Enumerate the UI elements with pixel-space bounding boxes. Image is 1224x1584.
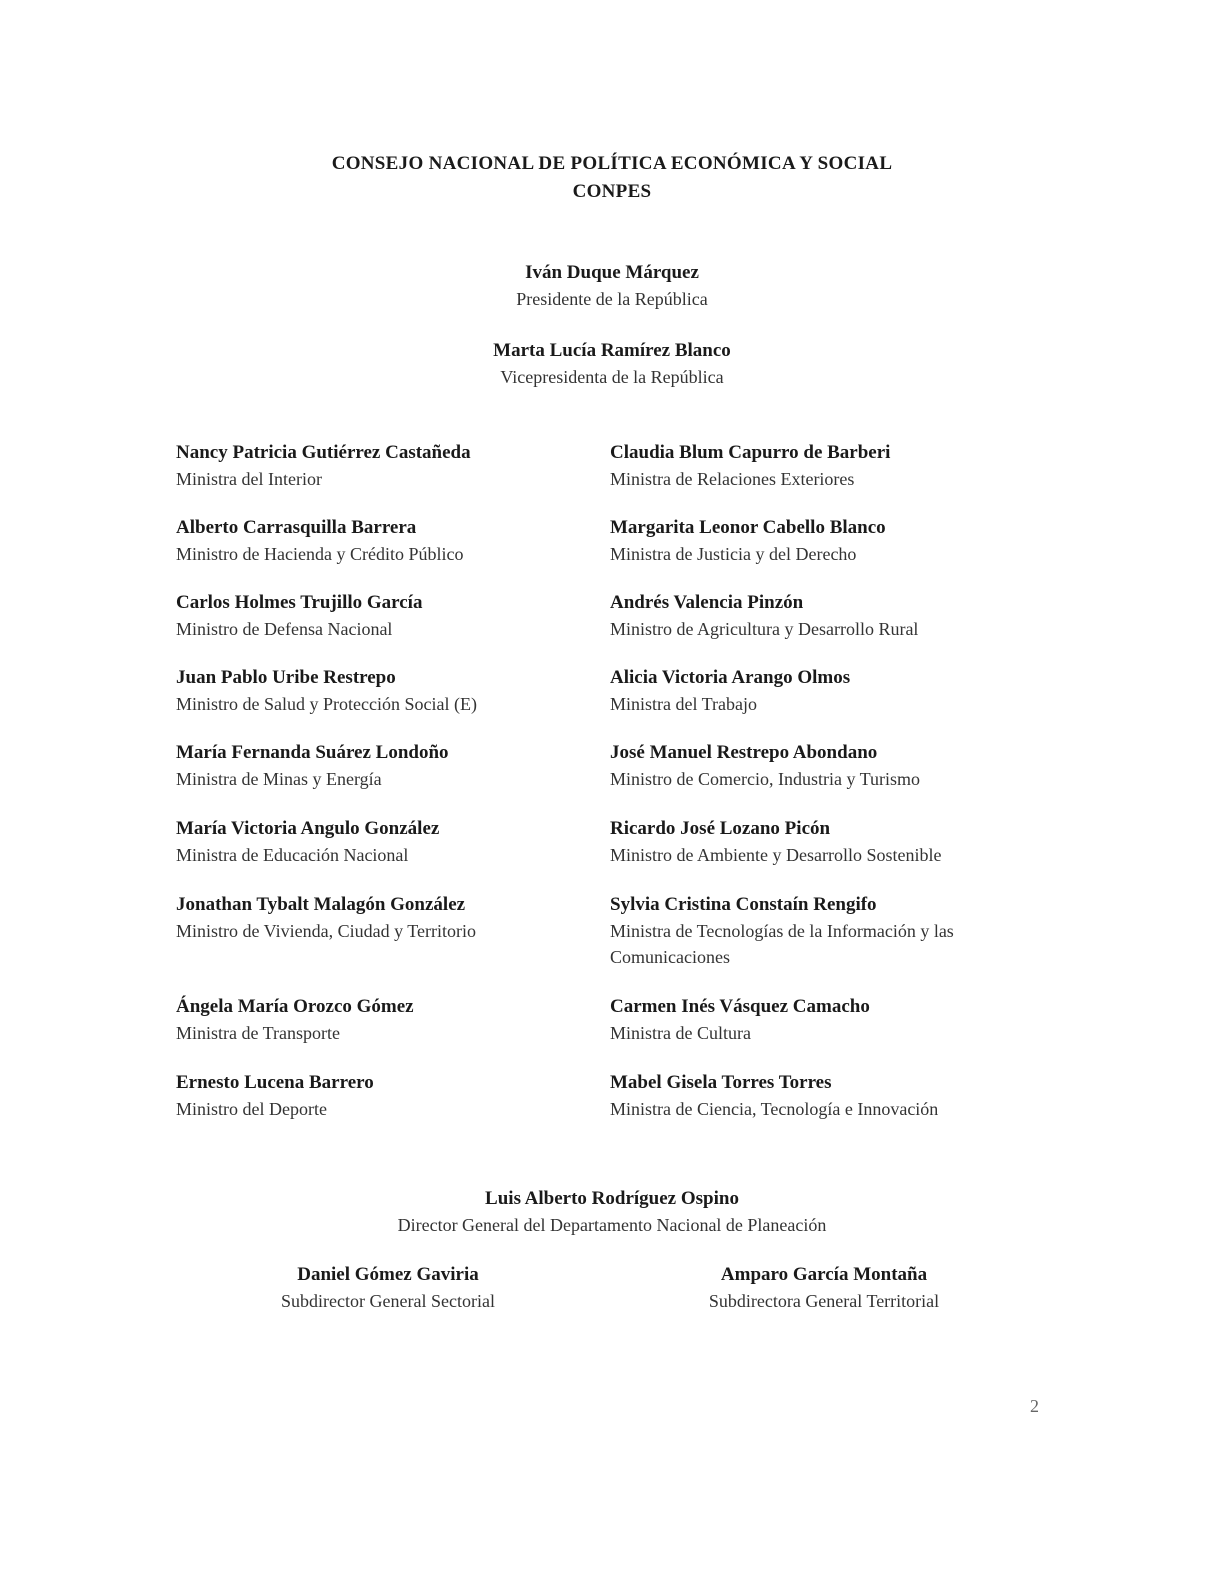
minister-role: Ministro de Defensa Nacional: [176, 619, 393, 639]
minister-entry: [610, 1070, 1050, 1122]
minister-entry: [610, 740, 1050, 792]
minister-role: Ministro de Agricultura y Desarrollo Rural: [610, 619, 919, 639]
official-role: Vicepresidenta de la República: [500, 367, 724, 387]
minister-entry: [610, 816, 1050, 868]
minister-entry: [176, 440, 616, 492]
minister-entry: [610, 440, 1050, 492]
minister-name: Ernesto Lucena Barrero: [176, 1072, 374, 1093]
minister-entry: [610, 994, 1050, 1046]
minister-role: Ministro de Ambiente y Desarrollo Sostenible: [610, 845, 942, 865]
official-name: Marta Lucía Ramírez Blanco: [493, 340, 731, 361]
minister-name: Sylvia Cristina Constaín Rengifo: [610, 894, 877, 915]
minister-role: Ministra de Cultura: [610, 1023, 751, 1043]
minister-name: María Fernanda Suárez Londoño: [176, 742, 449, 763]
minister-role: Ministra de Relaciones Exteriores: [610, 469, 855, 489]
subdirector-name: Amparo García Montaña: [720, 1264, 928, 1285]
minister-entry: [610, 892, 1050, 970]
minister-name: Carlos Holmes Trujillo García: [176, 592, 423, 613]
subdirector-role: Subdirectora General Territorial: [708, 1291, 940, 1311]
title-line-2: CONPES: [572, 181, 652, 202]
minister-entry: [176, 515, 616, 567]
minister-role: Ministra de Minas y Energía: [176, 769, 382, 789]
minister-role: Ministro de Salud y Protección Social (E): [176, 694, 477, 714]
minister-entry: [176, 665, 616, 717]
minister-name: Andrés Valencia Pinzón: [610, 592, 804, 613]
minister-role: Ministro de Vivienda, Ciudad y Territorio: [176, 921, 476, 941]
minister-name: Ángela María Orozco Gómez: [176, 996, 414, 1017]
minister-name: María Victoria Angulo González: [176, 818, 440, 839]
vicepresident-block: [0, 338, 1224, 390]
minister-role: Ministra de Tecnologías de la Información y las: [610, 921, 954, 941]
minister-entry: [176, 1070, 616, 1122]
minister-name: Alberto Carrasquilla Barrera: [176, 517, 417, 538]
minister-name: Margarita Leonor Cabello Blanco: [610, 517, 886, 538]
subdirector-name: Daniel Gómez Gaviria: [297, 1264, 479, 1285]
minister-role: Ministro de Hacienda y Crédito Público: [176, 544, 464, 564]
minister-entry: [610, 665, 1050, 717]
minister-name: Juan Pablo Uribe Restrepo: [176, 667, 396, 688]
minister-name: Claudia Blum Capurro de Barberi: [610, 442, 891, 463]
minister-entry: [176, 740, 616, 792]
minister-name: Nancy Patricia Gutiérrez Castañeda: [176, 442, 471, 463]
minister-role-continued: Comunicaciones: [610, 947, 730, 967]
minister-role: Ministra del Trabajo: [610, 694, 757, 714]
director-block: [0, 1186, 1224, 1238]
page-title: [0, 150, 1224, 206]
minister-role: Ministro de Comercio, Industria y Turismo: [610, 769, 920, 789]
director-name: Luis Alberto Rodríguez Ospino: [485, 1188, 739, 1209]
minister-name: Carmen Inés Vásquez Camacho: [610, 996, 870, 1017]
minister-name: Alicia Victoria Arango Olmos: [610, 667, 851, 688]
page-number: 2: [1030, 1396, 1039, 1416]
minister-role: Ministra de Justicia y del Derecho: [610, 544, 857, 564]
minister-entry: [176, 892, 616, 944]
minister-role: Ministra de Transporte: [176, 1023, 340, 1043]
official-name: Iván Duque Márquez: [525, 262, 699, 283]
minister-role: Ministra de Educación Nacional: [176, 845, 409, 865]
president-block: [0, 260, 1224, 312]
minister-name: Jonathan Tybalt Malagón González: [176, 894, 466, 915]
minister-role: Ministro del Deporte: [176, 1099, 327, 1119]
minister-entry: [610, 515, 1050, 567]
subdirector-territorial-block: [664, 1262, 984, 1314]
minister-entry: [176, 994, 616, 1046]
subdirector-sectorial-block: [228, 1262, 548, 1314]
minister-role: Ministra del Interior: [176, 469, 322, 489]
minister-name: José Manuel Restrepo Abondano: [610, 742, 878, 763]
minister-entry: [610, 590, 1050, 642]
minister-name: Ricardo José Lozano Picón: [610, 818, 831, 839]
minister-entry: [176, 816, 616, 868]
minister-role: Ministra de Ciencia, Tecnología e Innovación: [610, 1099, 939, 1119]
subdirector-role: Subdirector General Sectorial: [281, 1291, 495, 1311]
minister-name: Mabel Gisela Torres Torres: [610, 1072, 832, 1093]
official-role: Presidente de la República: [516, 289, 708, 309]
director-role: Director General del Departamento Nacional de Planeación: [397, 1215, 827, 1235]
minister-entry: [176, 590, 616, 642]
title-line-1: CONSEJO NACIONAL DE POLÍTICA ECONÓMICA Y SOCIAL: [331, 153, 893, 174]
